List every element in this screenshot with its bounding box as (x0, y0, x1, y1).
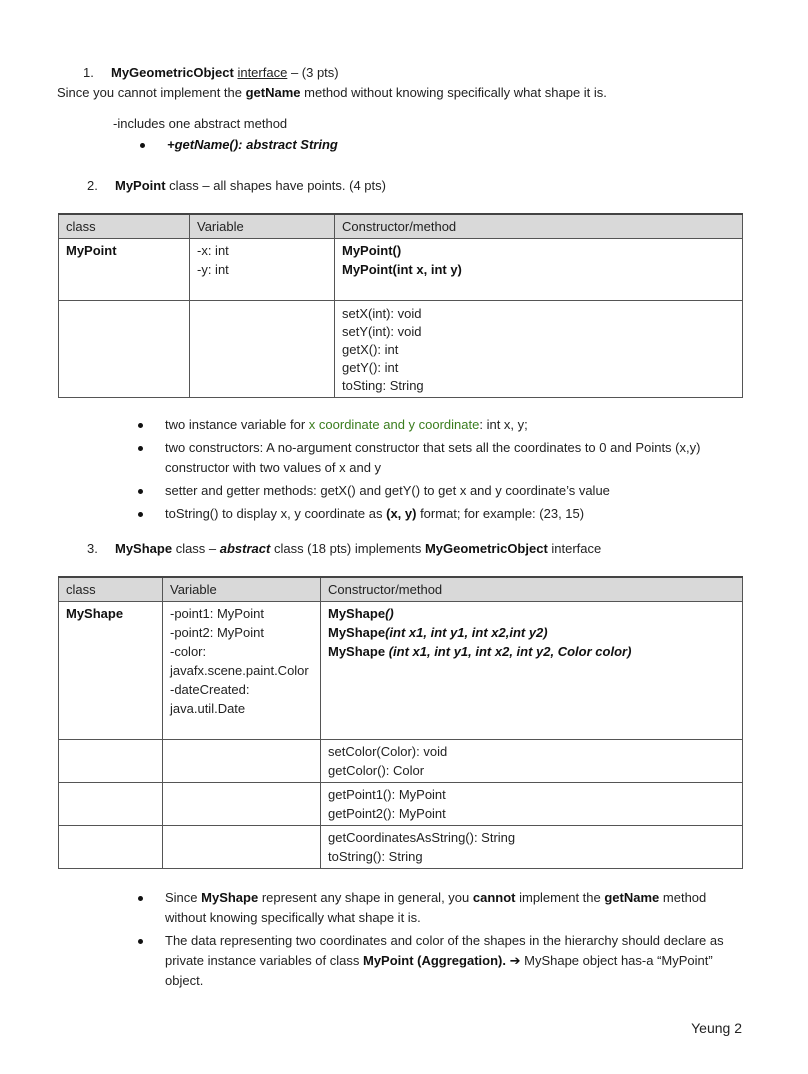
list-item: Since MyShape represent any shape in general, you cannot implement the getName method without knowing specifically what shape it is. (136, 888, 746, 928)
list-item: toString() to display x, y coordinate as (x, y) format; for example: (23, 15) (136, 504, 736, 524)
list-item: two constructors: A no-argument constructor that sets all the coordinates to 0 and Points (x,y) constructor with two values of x and y (136, 438, 736, 478)
class-cell: MyPoint (59, 239, 190, 301)
method-cell: setX(int): void setY(int): void getX(): int getY(): int toSting: String (335, 301, 743, 398)
page-footer: Yeung 2 (691, 1020, 742, 1036)
method-cell: MyShape() MyShape(int x1, int y1, int x2,int y2) MyShape (int x1, int y1, int x2, int y2, Color color) (321, 602, 743, 740)
table-row (59, 602, 743, 740)
list-item: setter and getter methods: getX() and getY() to get x and y coordinate’s value (136, 481, 736, 501)
header-method: Constructor/method (335, 214, 743, 239)
class-cell: MyShape (59, 602, 163, 740)
bullet-icon (138, 939, 143, 944)
method-cell: getCoordinatesAsString(): String toString(): String (321, 826, 743, 869)
myshape-bullet-list (136, 888, 746, 994)
section-1-heading: 1. MyGeometricObject interface – (3 pts) (83, 65, 339, 80)
section-1-includes: -includes one abstract method (113, 116, 288, 131)
bullet-icon (138, 512, 143, 517)
myshape-uml-table (58, 576, 743, 869)
table-row (59, 740, 743, 783)
mypoint-bullet-list (136, 415, 736, 527)
method-cell: setColor(Color): void getColor(): Color (321, 740, 743, 783)
variable-cell: -x: int -y: int (190, 239, 335, 301)
section-1-method-list (138, 135, 338, 158)
table-row (59, 239, 743, 301)
list-item: two instance variable for x coordinate and y coordinate: int x, y; (136, 415, 736, 435)
bullet-icon (138, 446, 143, 451)
table-header-row (59, 214, 743, 239)
table-row (59, 826, 743, 869)
table-row (59, 783, 743, 826)
list-item: The data representing two coordinates and color of the shapes in the hierarchy should declare as private instance variables of class MyPoint (Aggregation). ➔ MyShape object has-a “MyPoint” object. (136, 931, 746, 991)
table-row (59, 301, 743, 398)
section-2-heading: 2. MyPoint class – all shapes have points. (4 pts) (87, 178, 386, 193)
section-1-note: Since you cannot implement the getName method without knowing specifically what shape it is. (57, 85, 607, 100)
arrow-icon: . ➔ (502, 953, 525, 968)
header-variable: Variable (163, 577, 321, 602)
bullet-icon (140, 143, 145, 148)
bullet-icon (138, 896, 143, 901)
header-method: Constructor/method (321, 577, 743, 602)
method-cell: MyPoint() MyPoint(int x, int y) (335, 239, 743, 301)
header-variable: Variable (190, 214, 335, 239)
section-3-heading: 3. MyShape class – abstract class (18 pts) implements MyGeometricObject interface (87, 541, 602, 556)
bullet-icon (138, 423, 143, 428)
abstract-method-item: +getName(): abstract String (138, 135, 338, 155)
header-class: class (59, 577, 163, 602)
table-header-row (59, 577, 743, 602)
header-class: class (59, 214, 190, 239)
bullet-icon (138, 489, 143, 494)
variable-cell: -point1: MyPoint -point2: MyPoint -color: javafx.scene.paint.Color -dateCreated: java.util.Date (163, 602, 321, 740)
mypoint-uml-table (58, 213, 743, 398)
method-cell: getPoint1(): MyPoint getPoint2(): MyPoint (321, 783, 743, 826)
